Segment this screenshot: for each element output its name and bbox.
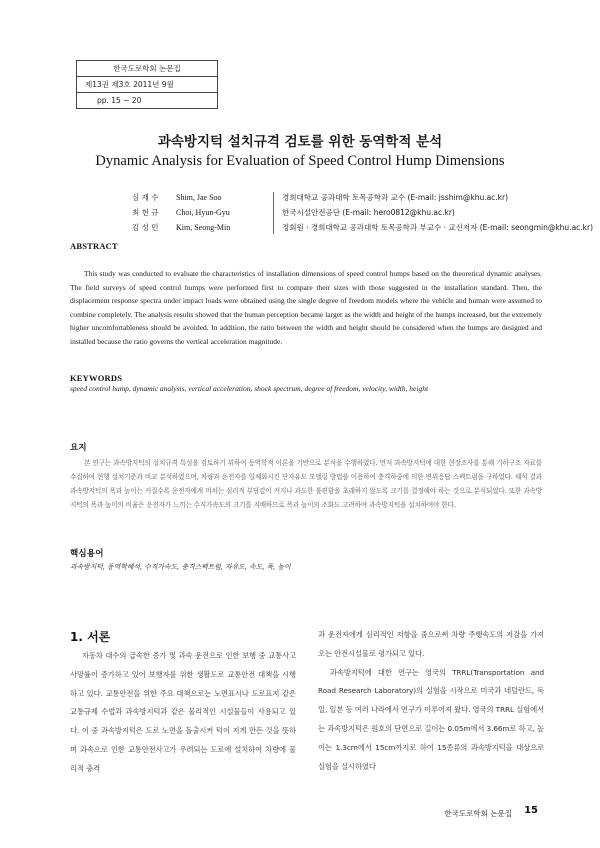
journal-info-box — [76, 60, 218, 109]
author-name-korean: 심 재 수 — [132, 193, 159, 202]
summary-heading: 요지 — [70, 443, 87, 453]
author-name-english: Shim, Jae Soo — [176, 193, 222, 202]
core-keywords-text: 과속방지턱, 동역학해석, 수직가속도, 충격스펙트럼, 자유도, 속도, 폭, 높이 — [70, 563, 291, 571]
body-paragraph: 자동차 대수의 급속한 증가 및 과속 운전으로 인한 보행 중 교통사고 사망률이 증가하고 있어 보행자를 위한 생활도로 교통안전 대책을 시행하고 있다. 교통안전을 위한 주요 대책으로는 노면표시나 도로표지 같은 교통규제 수법과 과속방지턱과 같은 물리적인 시설물들이 사용되고 있다. 이 중 과속방지턱은 도로 노면을 돌출시켜 턱이 지게 만든 것을 뜻하며 과속으로 인한 교통안전사고가 우려되는 도로에 설치하여 차량에 물리적 충격 — [70, 651, 296, 773]
journal-pages: pp. 15 ~ 20 — [77, 92, 217, 108]
keywords-text: speed control hump, dynamic analysis, vertical acceleration, shock spectrum, degree of freedom, velocity, width, height — [70, 384, 429, 393]
footer-journal-name: 한국도로학회 논문집 — [444, 809, 512, 818]
section-title: 1. 서론 — [70, 630, 111, 644]
footer-page-number: 15 — [524, 805, 538, 816]
author-row — [132, 190, 552, 205]
author-row — [132, 205, 552, 220]
author-name-english: Kim, Seong-Min — [176, 223, 231, 232]
journal-issue: 제13권 제3호 2011년 9월 — [77, 76, 217, 92]
abstract-text: This study was conducted to evaluate the characteristics of installation dimensions of speed control humps based on the theoretical dynamic analyses. The field surveys of speed control humps were performed first to compare their sizes with those suggested in the installation standard. Then, the displacement response spectra under impact loads were obtained using the single degree of freedom models where the vehicle and human were assumed to combine completely. The analysis results showed that the human perception became larger as the width and height of the humps increased, but the extremely higher uncomfortableness should be avoided. In addition, the ratio between the width and height should be considered when the humps are designed and installed because the ratio governs the vertical acceleration magnitude. — [70, 269, 542, 346]
paper-title-english: Dynamic Analysis for Evaluation of Speed Control Hump Dimensions — [95, 153, 505, 169]
author-name-english: Choi, Hyun-Gyu — [176, 208, 230, 217]
author-name-korean: 김 성 민 — [132, 223, 159, 232]
author-affiliation: 한국시설안전공단 (E-mail: hero0812@khu.ac.kr) — [282, 208, 455, 217]
author-affiliation: 정회원 · 경희대학교 공과대학 토목공학과 부교수 · 교신저자 (E-mail: seongmin@khu.ac.kr) — [282, 223, 594, 232]
author-name-korean: 최 현 규 — [132, 208, 159, 217]
journal-name: 한국도로학회 논문집 — [113, 64, 181, 73]
body-column-left — [70, 647, 296, 779]
author-row — [132, 220, 594, 235]
body-paragraph: 과속방지턱에 대한 연구는 영국의 TRRL(Transportation and Road Research Laboratory)의 실험을 시작으로 미국과 네덜란드, 독일, 일본 등 여러 나라에서 연구가 이루어져 왔다. 영국의 TRRL 실험에서는 과속방지턱은 원호의 단면으로 길이는 0.05m에서 3.66m로 하고, 높이는 1.3cm에서 15cm까지로 하여 15종류의 과속방지턱을 대상으로 실험을 실시하였다 — [318, 667, 544, 771]
author-affiliation: 경희대학교 공과대학 토목공학과 교수 (E-mail: jsshim@khu.ac.kr) — [282, 193, 509, 202]
author-divider — [273, 192, 274, 234]
keywords-heading: KEYWORDS — [70, 373, 123, 383]
summary-text: 본 연구는 과속방지턱의 설치규격 특성을 검토하기 위하여 동역학적 이론을 기반으로 분석을 수행하였다. 먼저 과속방지턱에 대한 현장조사를 통해 기하구조 자료를 수집하여 현행 설치기준과 비교 분석하였으며, 차량과 운전자를 일체화시킨 단자유도 모델링 방법을 이용하여 충격하중에 의한 변위응답 스펙트럼을 구하였다. 해석 결과 과속방지턱의 폭과 높이는 커질수록 운전자에게 미치는 심리적 부담감이 커지나 과도한 불편함을 초래하지 않도록 크기를 결정해야 하는 것으로 분석되었다. 또한 과속방지턱의 폭과 높이의 비율은 운전자가 느끼는 수직가속도의 크기를 지배하므로 폭과 높이의 조화도 고려하여 과속방지턱을 설치하여야 한다. — [70, 459, 542, 510]
body-column-right — [318, 626, 544, 776]
author-list — [132, 190, 594, 235]
paper-title-korean: 과속방지턱 설치규격 검토를 위한 동역학적 분석 — [157, 134, 443, 150]
body-paragraph-continuation: 과 운전자에게 심리적인 저항을 줌으로써 차량 주행속도의 저감을 가져오는 안전시설물로 평가되고 있다. — [318, 630, 544, 658]
abstract-heading: ABSTRACT — [70, 241, 118, 251]
core-keywords-heading: 핵심용어 — [70, 549, 104, 559]
